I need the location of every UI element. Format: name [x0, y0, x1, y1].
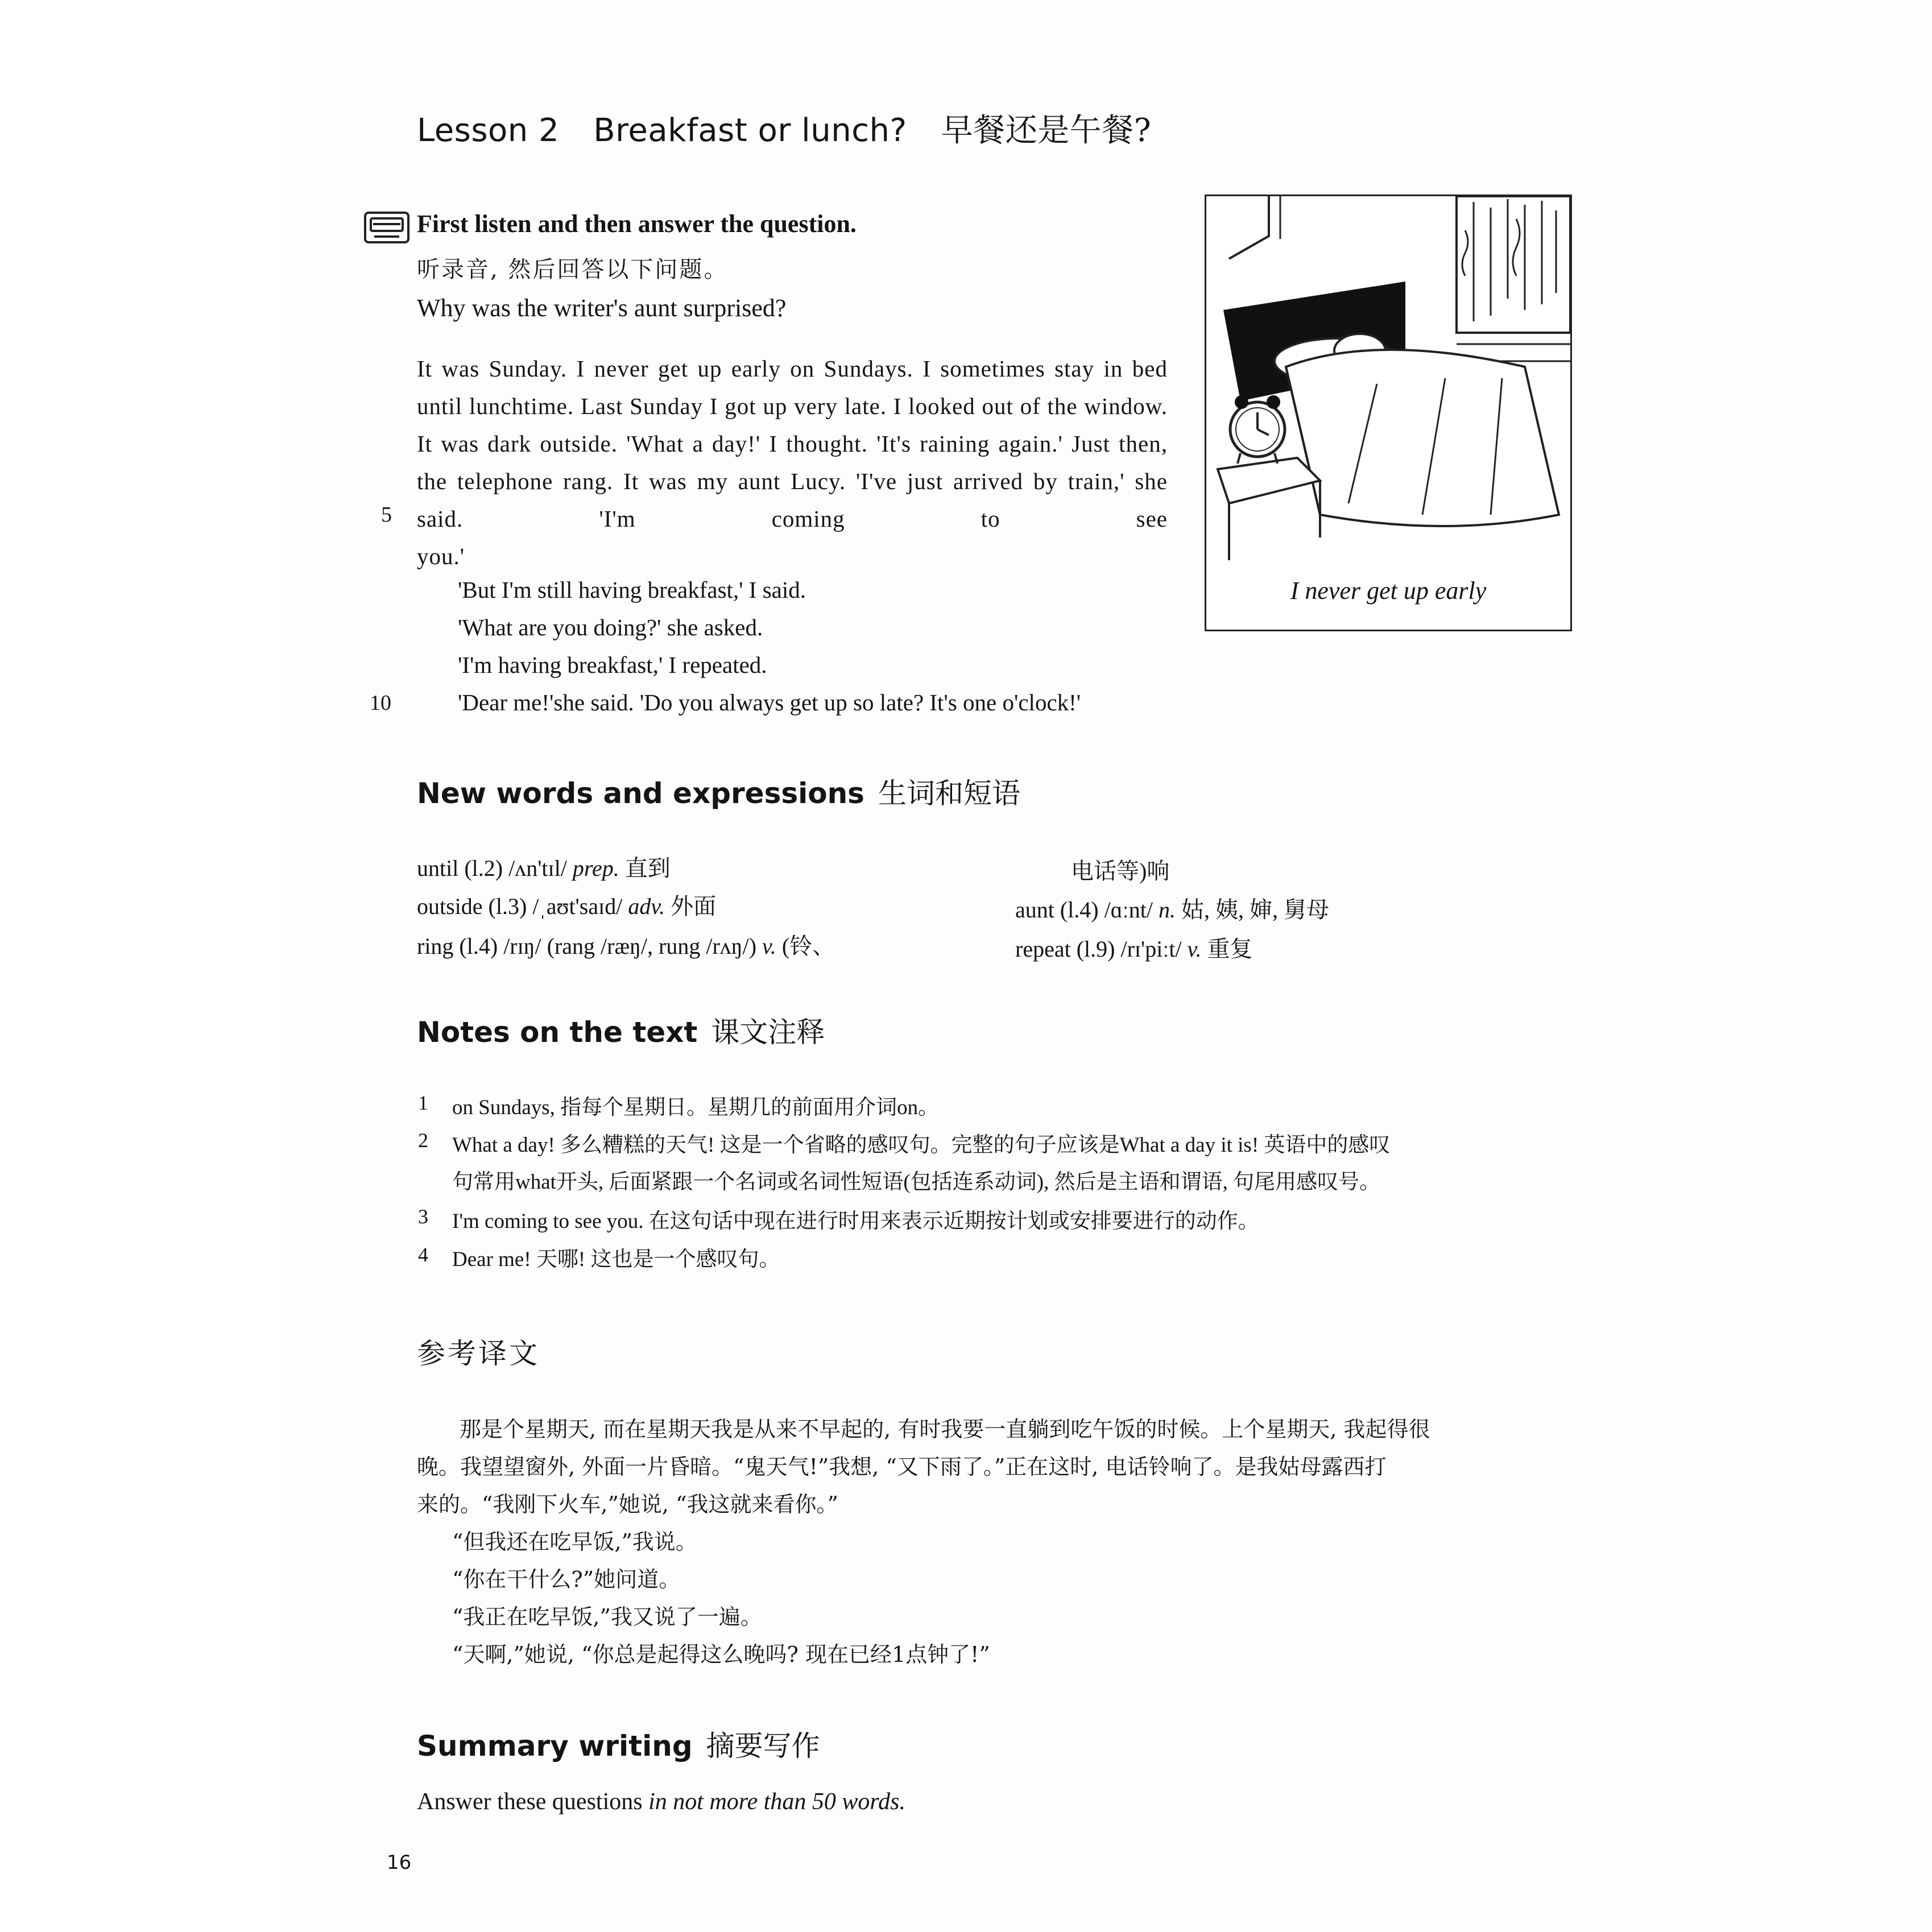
- note-text: on Sundays, 指每个星期日。星期几的前面用介词on。: [452, 1096, 940, 1119]
- lesson-number: Lesson 2: [417, 112, 560, 149]
- bed-illustration: [1205, 195, 1572, 631]
- translation-line: “我正在吃早饭,”我又说了一遍。: [452, 1604, 762, 1629]
- translation-line: 晚。我望望窗外, 外面一片昏暗。“鬼天气!”我想, “又下雨了。”正在这时, 电话铃响了。是我姑母露西打: [417, 1454, 1387, 1479]
- note-number: 3: [418, 1205, 428, 1228]
- note-text: What a day! 多么糟糕的天气! 这是一个省略的感叹句。完整的句子应该是What a day it is! 英语中的感叹: [452, 1133, 1391, 1157]
- listening-instruction-zh: 听录音, 然后回答以下问题。: [417, 257, 729, 283]
- notes-title-en: Notes on the text: [417, 1016, 698, 1049]
- translation-line: “但我还在吃早饭,”我说。: [452, 1529, 697, 1554]
- new-words-heading: [417, 771, 1020, 812]
- lesson-title: [417, 105, 1151, 151]
- passage-paragraph: It was Sunday. I never get up early on Sundays. I sometimes stay in bed until lunchtime. Last Sunday I got up very late. I looked out of the window. It was dark outside. 'What a day!' I thought. 'It's raining again.' Just then, the telephone rang. It was my aunt Lucy. 'I've just arrived by train,' she said. 'I'm coming to see: [417, 355, 1168, 532]
- note-number: 2: [418, 1129, 428, 1152]
- line-number: 5: [381, 503, 392, 527]
- new-words-title-en: New words and expressions: [417, 777, 864, 810]
- summary-instruction: [417, 1788, 905, 1815]
- summary-instruction-italic: in not more than 50 words.: [648, 1789, 906, 1815]
- summary-instruction-text: Answer these questions: [417, 1789, 649, 1815]
- translation-line: 来的。“我刚下火车,”她说, “我这就来看你。”: [417, 1492, 838, 1517]
- dialog-line: 'But I'm still having breakfast,' I said.: [458, 577, 806, 603]
- vocab-meaning: (铃、: [781, 933, 835, 959]
- vocab-word: ring (l.4) /rɪŋ/ (rang /ræŋ/, rung /rʌŋ/): [417, 933, 757, 959]
- vocab-pos: v.: [1187, 936, 1202, 962]
- dialog-line: 'What are you doing?' she asked.: [458, 614, 763, 640]
- sleeping-person-icon: [1206, 196, 1570, 630]
- translation-line: 那是个星期天, 而在星期天我是从来不早起的, 有时我要一直躺到吃午饭的时候。上个星期天, 我起得很: [460, 1417, 1430, 1442]
- translation-heading: 参考译文: [417, 1337, 540, 1370]
- vocab-item: [1071, 853, 1169, 886]
- vocab-item: [1015, 892, 1329, 924]
- new-words-title-zh: 生词和短语: [878, 777, 1020, 810]
- notes-heading: [417, 1010, 825, 1050]
- vocab-item: [1015, 931, 1252, 963]
- note-text: Dear me! 天哪! 这也是一个感叹句。: [452, 1248, 780, 1271]
- page-number: 16: [387, 1851, 412, 1874]
- vocab-meaning: 重复: [1207, 936, 1253, 962]
- dialog-line: 'Dear me!'she said. 'Do you always get up so late? It's one o'clock!': [458, 689, 1081, 715]
- lesson-title-zh: 早餐还是午餐?: [941, 112, 1152, 149]
- vocab-word: aunt (l.4) /ɑːnt/: [1015, 897, 1153, 922]
- vocab-meaning: 直到: [624, 855, 671, 881]
- vocab-item: [417, 888, 716, 921]
- vocab-meaning: 电话等)响: [1071, 858, 1170, 884]
- summary-title-zh: 摘要写作: [706, 1730, 820, 1763]
- passage: [417, 350, 1168, 575]
- vocab-word: until (l.2) /ʌn'tɪl/: [417, 855, 567, 881]
- summary-heading: [417, 1723, 820, 1764]
- vocab-pos: prep.: [572, 855, 619, 881]
- vocab-pos: adv.: [628, 893, 665, 919]
- cassette-icon[interactable]: [364, 212, 409, 243]
- comprehension-question: Why was the writer's aunt surprised?: [417, 294, 787, 322]
- passage-paragraph-end: you.': [417, 543, 465, 569]
- vocab-pos: v.: [762, 933, 776, 959]
- vocab-word: outside (l.3) /ˌaʊt'saɪd/: [417, 893, 623, 919]
- vocab-word: repeat (l.9) /rɪ'piːt/: [1015, 936, 1182, 962]
- translation-line: “你在干什么?”她问道。: [452, 1567, 681, 1592]
- vocab-pos: n.: [1159, 897, 1176, 922]
- note-number: 4: [418, 1243, 428, 1266]
- vocab-meaning: 姑, 姨, 婶, 舅母: [1181, 897, 1329, 922]
- note-text: I'm coming to see you. 在这句话中现在进行时用来表示近期按计划或安排要进行的动作。: [452, 1210, 1259, 1233]
- illustration-caption: I never get up early: [1290, 577, 1487, 605]
- vocab-meaning: 外面: [671, 893, 717, 919]
- note-text: 句常用what开头, 后面紧跟一个名词或名词性短语(包括连系动词), 然后是主语和谓语, 句尾用感叹号。: [452, 1170, 1381, 1194]
- line-number: 10: [370, 691, 391, 715]
- note-number: 1: [418, 1091, 428, 1114]
- notes-title-zh: 课文注释: [711, 1016, 825, 1049]
- vocab-item: [417, 850, 671, 883]
- dialog-line: 'I'm having breakfast,' I repeated.: [458, 652, 767, 678]
- lesson-title-en: Breakfast or lunch?: [593, 112, 907, 149]
- summary-title-en: Summary writing: [417, 1730, 693, 1763]
- listening-instruction: First listen and then answer the question.: [417, 210, 857, 238]
- vocab-item: [417, 928, 835, 961]
- translation-line: “天啊,”她说, “你总是起得这么晚吗? 现在已经1点钟了!”: [452, 1642, 990, 1667]
